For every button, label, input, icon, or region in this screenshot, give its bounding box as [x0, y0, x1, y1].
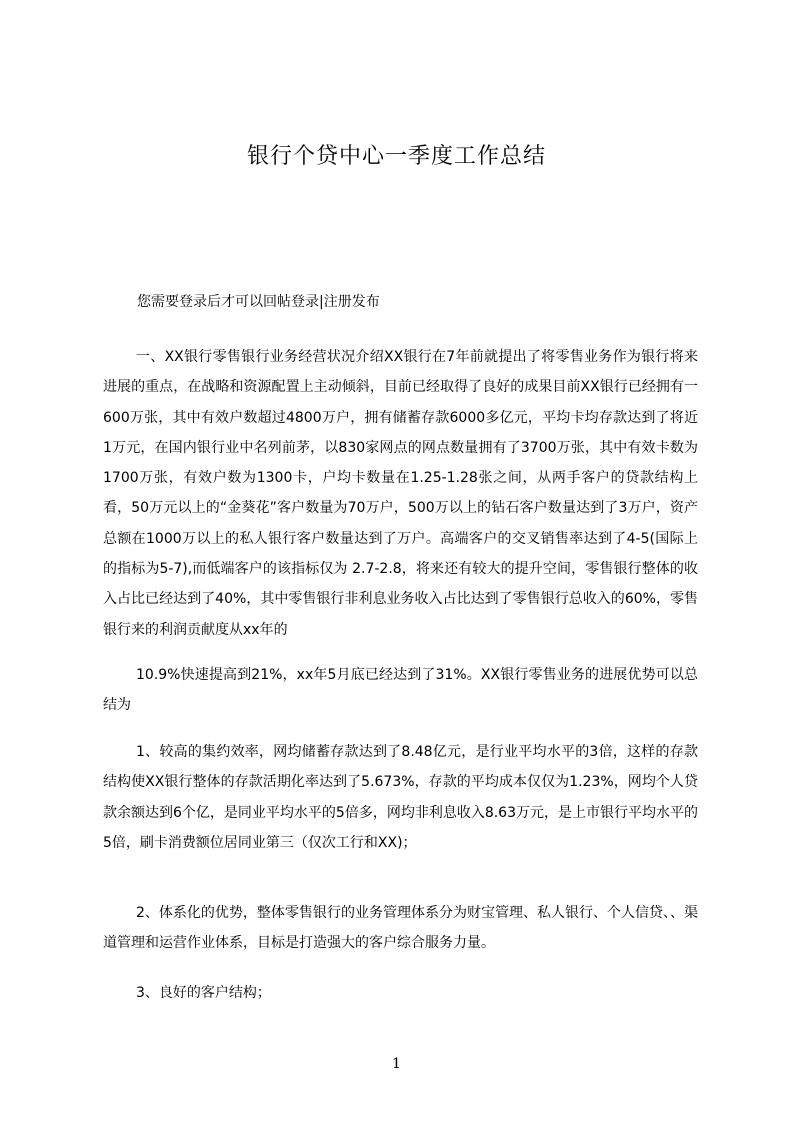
page-number: 1 [392, 1056, 401, 1072]
login-notice-paragraph: 您需要登录后才可以回帖登录|注册发布 [137, 294, 380, 310]
advantage-customer-paragraph: 3、良好的客户结构； [136, 985, 271, 1001]
document-title: 银行个贷中心一季度工作总结 [246, 144, 546, 169]
section-one-paragraph: 一、XX银行零售银行业务经营状况介绍XX银行在7年前就提出了将零售业务作为银行将来进展的重点，在战略和资源配置上主动倾斜，目前已经取得了良好的成果目前XX银行已经拥有一600万张，其中有效户数超过4800万户，拥有储蓄存款6000多亿元，平均卡均存款达到了将近1万元，在国内银行业中名列前茅，以830家网点的网点数量拥有了3700万张，其中有效卡数为1700万张，有效户数为1300卡，户均卡数量在1.25-1.28张之间，从两手客户的贷款结构上看，50万元以上的“金葵花”客户数量为70万户，500万以上的钻石客户数量达到了3万户，资产总额在1000万以上的私人银行客户数量达到了万户。高端客户的交叉销售率达到了4-5(国际上的指标为5-7),而低端客户的该指标仅为 2.7-2.8，将来还有较大的提升空间，零售银行整体的收入占比已经达到了40%，其中零售银行非利息业务收入占比达到了零售银行总收入的60%，零售银行来的利润贡献度从xx年的 [103, 349, 698, 638]
advantage-efficiency-paragraph: 1、较高的集约效率，网均储蓄存款达到了8.48亿元，是行业平均水平的3倍，这样的存款结构使XX银行整体的存款活期化率达到了5.673%，存款的平均成本仅仅为1.23%，网均个人贷款余额达到6个亿，是同业平均水平的5倍多，网均非利息收入8.63万元，是上市银行平均水平的5倍，刷卡消费额位居同业第三（仅次工行和XX)； [103, 744, 698, 851]
advantage-system-paragraph: 2、体系化的优势，整体零售银行的业务管理体系分为财宝管理、私人银行、个人信贷、、渠道管理和运营作业体系，目标是打造强大的客户综合服务力量。 [103, 905, 698, 952]
advantages-intro-paragraph: 10.9%快速提高到21%，xx年5月底已经达到了31%。XX银行零售业务的进展优势可以总结为 [103, 667, 698, 714]
